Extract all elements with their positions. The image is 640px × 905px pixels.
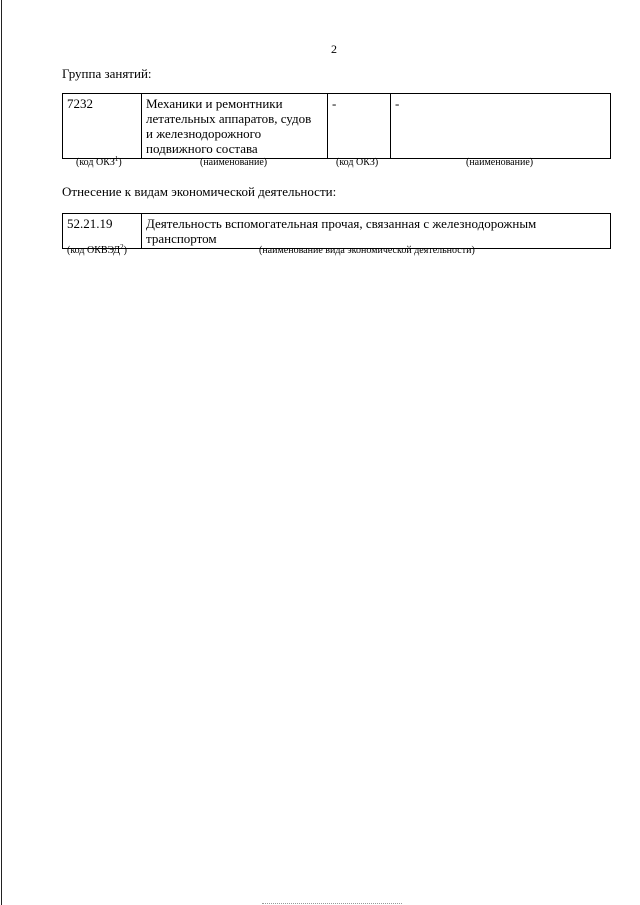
occupation-name-line: Механики и ремонтники bbox=[146, 96, 283, 111]
table-row bbox=[63, 214, 611, 249]
okz-code-2-caption: (код ОКЗ) bbox=[336, 157, 379, 168]
okved-code-cell: 52.21.19 bbox=[63, 214, 142, 249]
name-caption: (наименование) bbox=[200, 157, 268, 168]
group-table bbox=[62, 93, 611, 159]
activity-name-caption: (наименование вида экономической деятельности) bbox=[259, 245, 475, 256]
group-section-title: Группа занятий: bbox=[62, 66, 152, 81]
occupation-name-line: подвижного состава bbox=[146, 141, 258, 156]
occupation-name-line: и железнодорожного bbox=[146, 126, 262, 141]
page-edge-line bbox=[1, 0, 2, 905]
activity-table bbox=[62, 213, 611, 249]
activity-name-line: транспортом bbox=[146, 231, 217, 246]
occupation-name-2-cell: - bbox=[391, 94, 611, 159]
occupation-name-cell bbox=[142, 94, 328, 159]
activity-name-cell bbox=[142, 214, 611, 249]
page-number: 2 bbox=[331, 42, 337, 56]
okz-code-caption: (код ОКЗ$^1$) bbox=[76, 155, 122, 168]
table-row bbox=[63, 94, 611, 159]
okved-code-caption: (код ОКВЭД$^2$) bbox=[67, 243, 127, 256]
activity-section-title: Отнесение к видам экономической деятельности: bbox=[62, 184, 337, 199]
occupation-name-line: летательных аппаратов, судов bbox=[146, 111, 312, 126]
okz-code-cell: 7232 bbox=[63, 94, 142, 159]
activity-name-line: Деятельность вспомогательная прочая, связанная с железнодорожным bbox=[146, 216, 537, 231]
okz-code-2-cell: - bbox=[328, 94, 391, 159]
name-2-caption: (наименование) bbox=[466, 157, 534, 168]
